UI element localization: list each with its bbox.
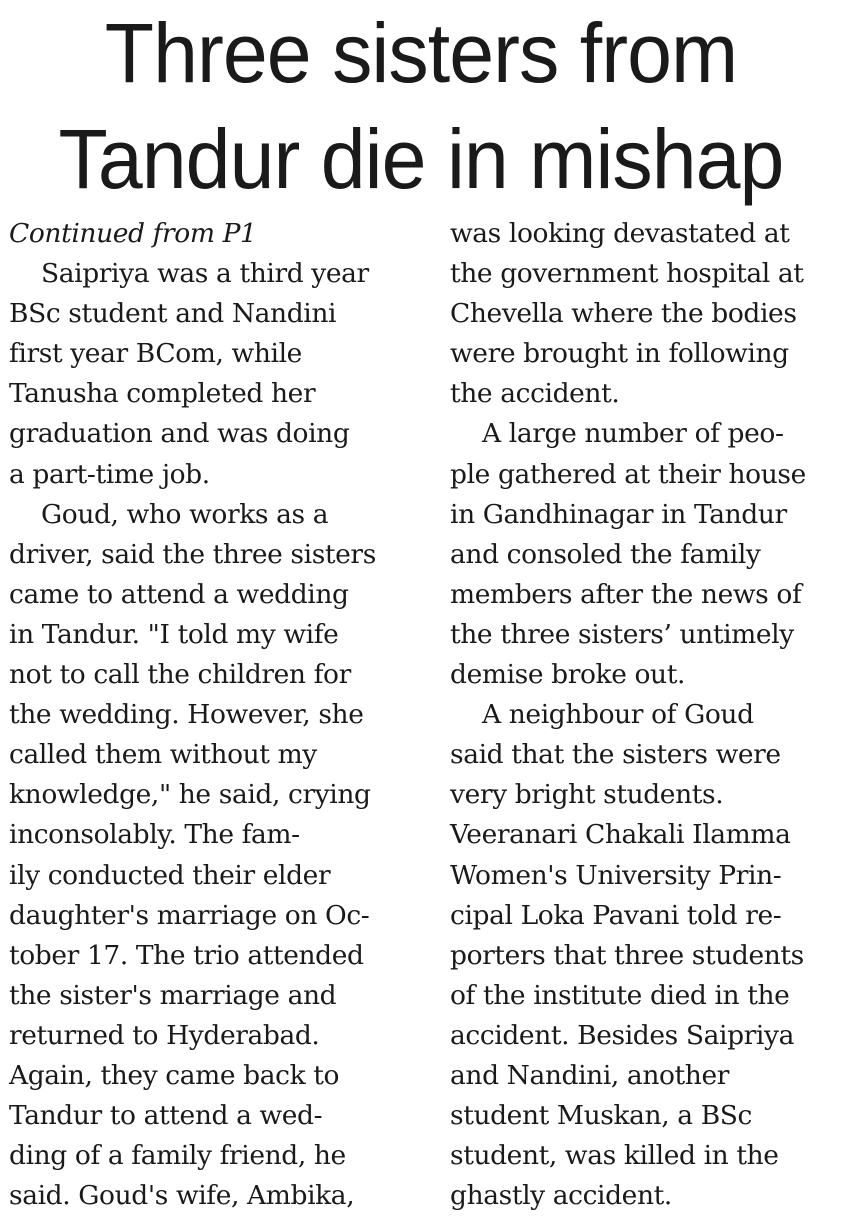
article-text-line: said. Goud's wife, Ambika, bbox=[9, 1180, 355, 1212]
article-text-line: a part-time job. bbox=[9, 458, 210, 490]
article-text-line: very bright students. bbox=[450, 779, 724, 811]
article-text-line: in Gandhinagar in Tandur bbox=[450, 498, 787, 530]
article-text-line: cipal Loka Pavani told re- bbox=[450, 899, 782, 931]
article-text-line: in Tandur. "I told my wife bbox=[9, 618, 339, 650]
article-text-line: called them without my bbox=[9, 739, 317, 771]
article-text-line: the sister's marriage and bbox=[9, 979, 337, 1011]
article-text-line: Saipriya was a third year bbox=[41, 258, 369, 290]
article-text-line: accident. Besides Saipriya bbox=[450, 1019, 794, 1051]
article-text-line: Tanusha completed her bbox=[9, 378, 316, 410]
article-text-line: the wedding. However, she bbox=[9, 699, 364, 731]
article-text-line: of the institute died in the bbox=[450, 979, 790, 1011]
article-text-line: were brought in following bbox=[450, 338, 789, 370]
article-text-line: the accident. bbox=[450, 378, 620, 410]
headline bbox=[17, 0, 825, 212]
article-text-line: knowledge," he said, crying bbox=[9, 779, 371, 811]
article-text-line: A large number of peo- bbox=[482, 418, 784, 450]
article-text-line: driver, said the three sisters bbox=[9, 538, 376, 570]
headline-line-2: Tandur die in mishap bbox=[58, 112, 784, 206]
article-text-line: and consoled the family bbox=[450, 538, 761, 570]
article-text-line: demise broke out. bbox=[450, 659, 685, 691]
article-text-line: first year BCom, while bbox=[9, 338, 302, 370]
article-text-line: came to attend a wedding bbox=[9, 578, 349, 610]
article-text-line: members after the news of bbox=[450, 578, 802, 610]
article-text-line: Goud, who works as a bbox=[41, 498, 329, 530]
article-text-line: Chevella where the bodies bbox=[450, 298, 797, 330]
article-text-line: said that the sisters were bbox=[450, 739, 781, 771]
article-text-line: Veeranari Chakali Ilamma bbox=[450, 819, 791, 851]
article-text-line: tober 17. The trio attended bbox=[9, 939, 364, 971]
article-text-line: Women's University Prin- bbox=[450, 859, 782, 891]
article-text-line: inconsolably. The fam- bbox=[9, 819, 300, 851]
continued-from-label: Continued from P1 bbox=[9, 218, 257, 249]
article-text-line: was looking devastated at bbox=[450, 218, 790, 249]
article-text-line: ily conducted their elder bbox=[9, 859, 331, 891]
article-column-left bbox=[9, 214, 414, 1216]
article-text-line: not to call the children for bbox=[9, 659, 351, 691]
article-text-line: student Muskan, a BSc bbox=[450, 1100, 752, 1132]
article-text-line: Tandur to attend a wed- bbox=[9, 1100, 323, 1132]
headline-line-1: Three sisters from bbox=[104, 6, 738, 100]
article-column-right bbox=[450, 214, 842, 1216]
article-text-line: A neighbour of Goud bbox=[482, 699, 754, 731]
article-text-line: graduation and was doing bbox=[9, 418, 350, 450]
article-text-line: ple gathered at their house bbox=[450, 458, 806, 490]
article-text-line: returned to Hyderabad. bbox=[9, 1019, 320, 1051]
article-text-line: and Nandini, another bbox=[450, 1059, 730, 1091]
article-text-line: BSc student and Nandini bbox=[9, 298, 337, 330]
article-text-line: ding of a family friend, he bbox=[9, 1140, 346, 1172]
article-text-line: Again, they came back to bbox=[9, 1059, 340, 1091]
article-text-line: ghastly accident. bbox=[450, 1180, 672, 1212]
article-text-line: the government hospital at bbox=[450, 258, 804, 290]
article-text-line: student, was killed in the bbox=[450, 1140, 779, 1172]
article-text-line: daughter's marriage on Oc- bbox=[9, 899, 370, 931]
article-text-line: the three sisters’ untimely bbox=[450, 618, 794, 650]
article-text-line: porters that three students bbox=[450, 939, 804, 971]
